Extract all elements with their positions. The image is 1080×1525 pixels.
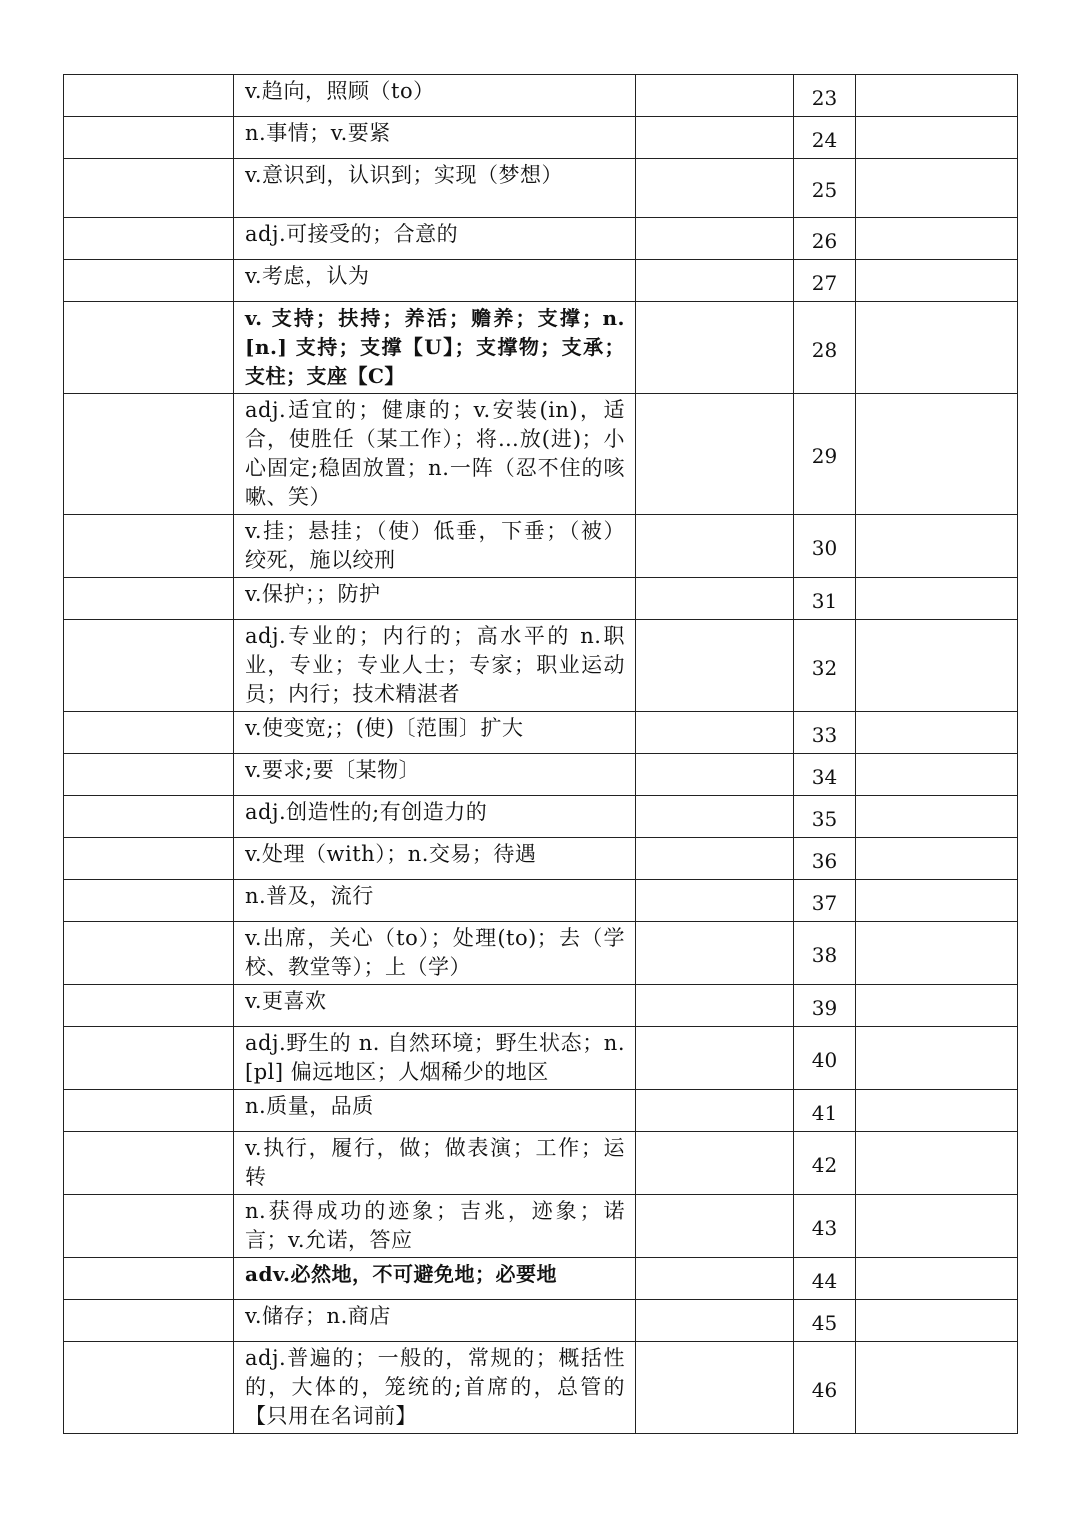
- row-number: 30: [794, 515, 856, 578]
- row-number: 34: [794, 754, 856, 796]
- row-number: 45: [794, 1300, 856, 1342]
- definition-cell: v.执行，履行，做；做表演；工作；运转: [234, 1132, 636, 1195]
- definition-cell: adj.适宜的；健康的；v.安装(in)，适合，使胜任（某工作）；将…放(进)；小心固定;稳固放置；n.一阵（忍不住的咳嗽、笑）: [234, 394, 636, 515]
- word-cell: [64, 1195, 234, 1258]
- answer-cell: [636, 218, 794, 260]
- answer-cell: [636, 796, 794, 838]
- row-number: 29: [794, 394, 856, 515]
- answer-cell: [636, 1258, 794, 1300]
- definition-cell: adj.野生的 n. 自然环境；野生状态；n.[pl] 偏远地区；人烟稀少的地区: [234, 1027, 636, 1090]
- answer-cell: [636, 985, 794, 1027]
- extra-cell: [856, 260, 1018, 302]
- table-row: [64, 117, 1018, 159]
- answer-cell: [636, 1132, 794, 1195]
- word-cell: [64, 1027, 234, 1090]
- table-row: [64, 260, 1018, 302]
- word-cell: [64, 880, 234, 922]
- table-row: [64, 922, 1018, 985]
- table-row: [64, 302, 1018, 394]
- word-cell: [64, 712, 234, 754]
- row-number: 40: [794, 1027, 856, 1090]
- definition-cell: adj.专业的；内行的；高水平的 n.职业，专业；专业人士；专家；职业运动员；内行；技术精湛者: [234, 620, 636, 712]
- extra-cell: [856, 1090, 1018, 1132]
- word-cell: [64, 1132, 234, 1195]
- extra-cell: [856, 880, 1018, 922]
- definition-cell: v.储存；n.商店: [234, 1300, 636, 1342]
- extra-cell: [856, 1342, 1018, 1434]
- word-cell: [64, 754, 234, 796]
- row-number: 32: [794, 620, 856, 712]
- table-row: [64, 880, 1018, 922]
- table-row: [64, 394, 1018, 515]
- extra-cell: [856, 578, 1018, 620]
- word-cell: [64, 620, 234, 712]
- definition-cell: adj.普遍的；一般的，常规的；概括性的，大体的，笼统的;首席的，总管的【只用在名词前】: [234, 1342, 636, 1434]
- definition-cell: v.出席，关心（to）；处理(to)；去（学校、教堂等）；上（学）: [234, 922, 636, 985]
- answer-cell: [636, 1027, 794, 1090]
- definition-cell: adv.必然地，不可避免地；必要地: [234, 1258, 636, 1300]
- table-row: [64, 1342, 1018, 1434]
- answer-cell: [636, 394, 794, 515]
- word-cell: [64, 75, 234, 117]
- table-row: [64, 75, 1018, 117]
- table-row: [64, 838, 1018, 880]
- table-row: [64, 515, 1018, 578]
- answer-cell: [636, 159, 794, 218]
- definition-cell: v.处理（with）；n.交易；待遇: [234, 838, 636, 880]
- answer-cell: [636, 712, 794, 754]
- answer-cell: [636, 620, 794, 712]
- word-cell: [64, 1300, 234, 1342]
- answer-cell: [636, 1090, 794, 1132]
- definition-cell: n.事情；v.要紧: [234, 117, 636, 159]
- extra-cell: [856, 922, 1018, 985]
- row-number: 38: [794, 922, 856, 985]
- extra-cell: [856, 218, 1018, 260]
- row-number: 42: [794, 1132, 856, 1195]
- definition-cell: v.考虑，认为: [234, 260, 636, 302]
- definition-cell: v.使变宽;；(使)〔范围〕扩大: [234, 712, 636, 754]
- answer-cell: [636, 838, 794, 880]
- definition-cell: v.意识到，认识到；实现（梦想）: [234, 159, 636, 218]
- answer-cell: [636, 1195, 794, 1258]
- answer-cell: [636, 260, 794, 302]
- answer-cell: [636, 1300, 794, 1342]
- word-cell: [64, 922, 234, 985]
- answer-cell: [636, 302, 794, 394]
- extra-cell: [856, 1027, 1018, 1090]
- word-cell: [64, 302, 234, 394]
- row-number: 37: [794, 880, 856, 922]
- word-cell: [64, 1090, 234, 1132]
- definition-cell: v. 支持；扶持；养活；赡养；支撑；n. [n.] 支持；支撑【U】；支撑物；支承；支柱；支座【C】: [234, 302, 636, 394]
- definition-cell: adj.创造性的;有创造力的: [234, 796, 636, 838]
- row-number: 43: [794, 1195, 856, 1258]
- definition-cell: v.要求;要〔某物〕: [234, 754, 636, 796]
- row-number: 44: [794, 1258, 856, 1300]
- word-cell: [64, 394, 234, 515]
- extra-cell: [856, 1258, 1018, 1300]
- row-number: 28: [794, 302, 856, 394]
- table-row: [64, 1090, 1018, 1132]
- word-cell: [64, 159, 234, 218]
- table-row: [64, 578, 1018, 620]
- word-cell: [64, 218, 234, 260]
- table-row: [64, 218, 1018, 260]
- table-row: [64, 985, 1018, 1027]
- table-row: [64, 1258, 1018, 1300]
- word-cell: [64, 1342, 234, 1434]
- word-cell: [64, 985, 234, 1027]
- answer-cell: [636, 880, 794, 922]
- row-number: 27: [794, 260, 856, 302]
- definition-cell: v.挂；悬挂；（使）低垂，下垂；（被）绞死，施以绞刑: [234, 515, 636, 578]
- table-row: [64, 1027, 1018, 1090]
- definition-cell: n.获得成功的迹象；吉兆，迹象；诺言；v.允诺，答应: [234, 1195, 636, 1258]
- answer-cell: [636, 515, 794, 578]
- word-cell: [64, 117, 234, 159]
- table-row: [64, 620, 1018, 712]
- answer-cell: [636, 922, 794, 985]
- definition-cell: n.质量，品质: [234, 1090, 636, 1132]
- row-number: 41: [794, 1090, 856, 1132]
- answer-cell: [636, 578, 794, 620]
- table-row: [64, 1132, 1018, 1195]
- row-number: 31: [794, 578, 856, 620]
- extra-cell: [856, 985, 1018, 1027]
- definition-cell: v.趋向，照顾（to）: [234, 75, 636, 117]
- extra-cell: [856, 394, 1018, 515]
- extra-cell: [856, 712, 1018, 754]
- table-row: [64, 754, 1018, 796]
- row-number: 46: [794, 1342, 856, 1434]
- row-number: 25: [794, 159, 856, 218]
- word-cell: [64, 578, 234, 620]
- row-number: 39: [794, 985, 856, 1027]
- word-cell: [64, 515, 234, 578]
- word-cell: [64, 260, 234, 302]
- definition-cell: v.保护；；防护: [234, 578, 636, 620]
- extra-cell: [856, 1132, 1018, 1195]
- extra-cell: [856, 620, 1018, 712]
- row-number: 26: [794, 218, 856, 260]
- row-number: 35: [794, 796, 856, 838]
- answer-cell: [636, 75, 794, 117]
- answer-cell: [636, 1342, 794, 1434]
- word-cell: [64, 1258, 234, 1300]
- extra-cell: [856, 117, 1018, 159]
- extra-cell: [856, 838, 1018, 880]
- extra-cell: [856, 1300, 1018, 1342]
- table-row: [64, 796, 1018, 838]
- table-row: [64, 712, 1018, 754]
- word-cell: [64, 838, 234, 880]
- answer-cell: [636, 117, 794, 159]
- definition-cell: v.更喜欢: [234, 985, 636, 1027]
- extra-cell: [856, 159, 1018, 218]
- row-number: 24: [794, 117, 856, 159]
- definition-cell: adj.可接受的；合意的: [234, 218, 636, 260]
- answer-cell: [636, 754, 794, 796]
- extra-cell: [856, 75, 1018, 117]
- extra-cell: [856, 515, 1018, 578]
- vocabulary-table: [63, 74, 1018, 1434]
- vocabulary-table-body: [64, 75, 1018, 1434]
- definition-cell: n.普及，流行: [234, 880, 636, 922]
- row-number: 33: [794, 712, 856, 754]
- word-cell: [64, 796, 234, 838]
- extra-cell: [856, 1195, 1018, 1258]
- table-row: [64, 159, 1018, 218]
- row-number: 36: [794, 838, 856, 880]
- extra-cell: [856, 796, 1018, 838]
- extra-cell: [856, 754, 1018, 796]
- table-row: [64, 1300, 1018, 1342]
- row-number: 23: [794, 75, 856, 117]
- extra-cell: [856, 302, 1018, 394]
- table-row: [64, 1195, 1018, 1258]
